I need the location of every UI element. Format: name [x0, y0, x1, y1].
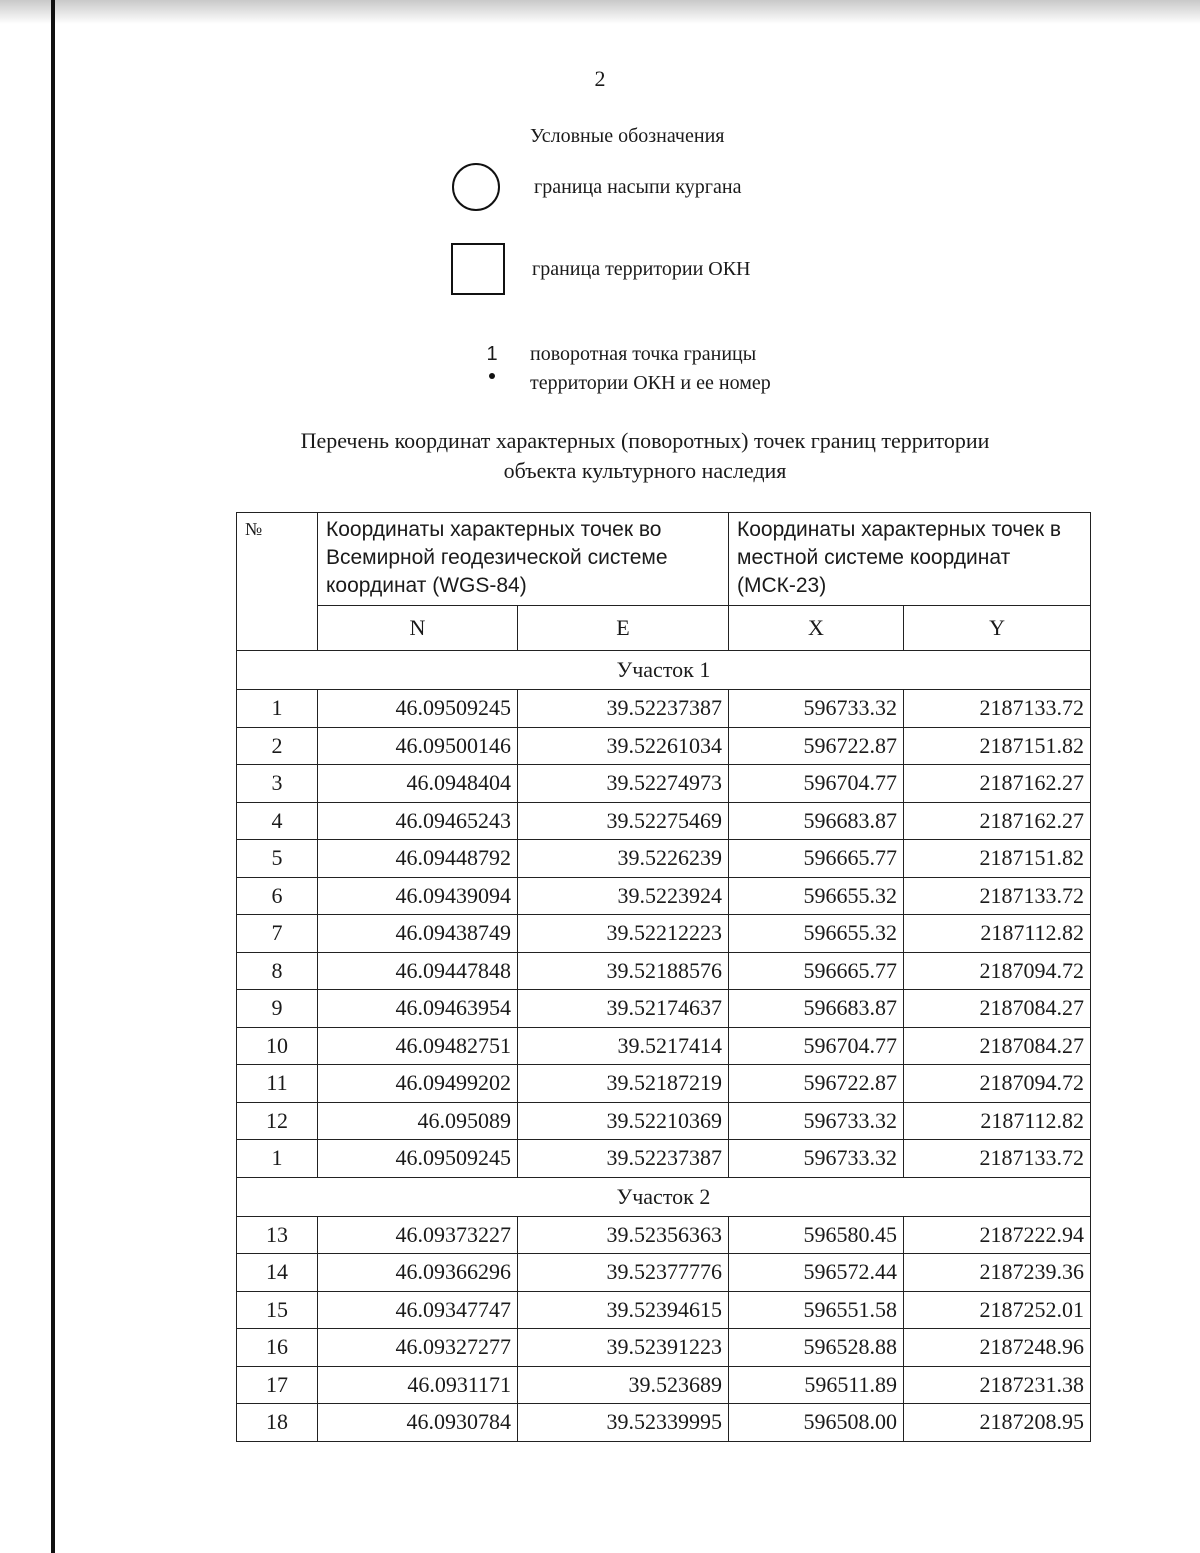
- table-row: [237, 690, 1091, 728]
- coord-y: 2187162.27: [904, 765, 1091, 803]
- scan-top-shadow: [0, 0, 1200, 24]
- coord-x: 596722.87: [729, 1065, 904, 1103]
- table-row: [237, 727, 1091, 765]
- coord-y: 2187208.95: [904, 1404, 1091, 1442]
- latitude-n: 46.09482751: [318, 1027, 518, 1065]
- coord-x: 596683.87: [729, 990, 904, 1028]
- coord-x: 596733.32: [729, 690, 904, 728]
- legend-item-territory: [451, 243, 751, 295]
- legend-territory-label: граница территории ОКН: [532, 257, 751, 280]
- longitude-e: 39.52261034: [518, 727, 729, 765]
- point-number: 11: [237, 1065, 318, 1103]
- coord-y: 2187151.82: [904, 727, 1091, 765]
- latitude-n: 46.09438749: [318, 915, 518, 953]
- latitude-n: 46.0948404: [318, 765, 518, 803]
- point-number: 1: [237, 690, 318, 728]
- longitude-e: 39.52210369: [518, 1102, 729, 1140]
- latitude-n: 46.09373227: [318, 1216, 518, 1254]
- section-row: [237, 651, 1091, 690]
- longitude-e: 39.52274973: [518, 765, 729, 803]
- coord-y: 2187133.72: [904, 1140, 1091, 1178]
- circle-symbol-icon: [452, 163, 500, 211]
- page-number: 2: [594, 66, 606, 91]
- coord-x: 596508.00: [729, 1404, 904, 1442]
- point-number: 2: [237, 727, 318, 765]
- coord-y: 2187084.27: [904, 990, 1091, 1028]
- coord-y: 2187231.38: [904, 1366, 1091, 1404]
- longitude-e: 39.5226239: [518, 840, 729, 878]
- legend-turning-point-line2: территории ОКН и ее номер: [530, 372, 771, 394]
- coord-x: 596580.45: [729, 1216, 904, 1254]
- table-axis-row: [237, 606, 1091, 651]
- section-title: Участок 1: [237, 651, 1091, 690]
- point-number: 4: [237, 802, 318, 840]
- point-number: 5: [237, 840, 318, 878]
- coord-y: 2187133.72: [904, 877, 1091, 915]
- point-number: 6: [237, 877, 318, 915]
- scan-left-edge: [51, 0, 55, 1553]
- coord-x: 596665.77: [729, 840, 904, 878]
- longitude-e: 39.52188576: [518, 952, 729, 990]
- section-title: Участок 2: [237, 1177, 1091, 1216]
- coord-x: 596722.87: [729, 727, 904, 765]
- latitude-n: 46.095089: [318, 1102, 518, 1140]
- latitude-n: 46.09447848: [318, 952, 518, 990]
- longitude-e: 39.5223924: [518, 877, 729, 915]
- latitude-n: 46.09448792: [318, 840, 518, 878]
- point-number: 18: [237, 1404, 318, 1442]
- longitude-e: 39.5217414: [518, 1027, 729, 1065]
- point-number: 13: [237, 1216, 318, 1254]
- latitude-n: 46.09463954: [318, 990, 518, 1028]
- coord-x: 596733.32: [729, 1140, 904, 1178]
- latitude-n: 46.0930784: [318, 1404, 518, 1442]
- table-heading-line2: объекта культурного наследия: [503, 458, 787, 483]
- turning-point-symbol-icon: [482, 343, 502, 379]
- latitude-n: 46.0931171: [318, 1366, 518, 1404]
- latitude-n: 46.09327277: [318, 1329, 518, 1367]
- coord-y: 2187112.82: [904, 1102, 1091, 1140]
- header-wgs84: Координаты характерных точек во Всемирной геодезической системе координат (WGS-84): [318, 513, 729, 606]
- latitude-n: 46.09500146: [318, 727, 518, 765]
- point-number: 10: [237, 1027, 318, 1065]
- latitude-n: 46.09366296: [318, 1254, 518, 1292]
- longitude-e: 39.52237387: [518, 1140, 729, 1178]
- table-heading: [200, 426, 1090, 486]
- table-row: [237, 915, 1091, 953]
- coord-x: 596704.77: [729, 1027, 904, 1065]
- latitude-n: 46.09509245: [318, 690, 518, 728]
- table-row: [237, 877, 1091, 915]
- table-row: [237, 1329, 1091, 1367]
- coord-y: 2187094.72: [904, 1065, 1091, 1103]
- table-row: [237, 1404, 1091, 1442]
- longitude-e: 39.52394615: [518, 1291, 729, 1329]
- coord-x: 596704.77: [729, 765, 904, 803]
- table-row: [237, 802, 1091, 840]
- header-number: №: [237, 513, 318, 651]
- point-number: 3: [237, 765, 318, 803]
- header-y: Y: [904, 606, 1091, 651]
- longitude-e: 39.52174637: [518, 990, 729, 1028]
- coord-x: 596665.77: [729, 952, 904, 990]
- header-n: N: [318, 606, 518, 651]
- coordinates-table: [236, 512, 1091, 1442]
- latitude-n: 46.09509245: [318, 1140, 518, 1178]
- latitude-n: 46.09465243: [318, 802, 518, 840]
- coord-y: 2187151.82: [904, 840, 1091, 878]
- latitude-n: 46.09439094: [318, 877, 518, 915]
- point-number: 14: [237, 1254, 318, 1292]
- table-row: [237, 840, 1091, 878]
- legend-item-turning-point: [530, 340, 771, 398]
- coord-y: 2187248.96: [904, 1329, 1091, 1367]
- coord-y: 2187112.82: [904, 915, 1091, 953]
- legend-item-mound: [452, 163, 741, 211]
- coord-x: 596551.58: [729, 1291, 904, 1329]
- coord-x: 596655.32: [729, 877, 904, 915]
- coord-x: 596572.44: [729, 1254, 904, 1292]
- coord-y: 2187162.27: [904, 802, 1091, 840]
- latitude-n: 46.09499202: [318, 1065, 518, 1103]
- table-row: [237, 1140, 1091, 1178]
- table-row: [237, 1254, 1091, 1292]
- coord-y: 2187239.36: [904, 1254, 1091, 1292]
- coord-x: 596528.88: [729, 1329, 904, 1367]
- header-msk23: Координаты характерных точек в местной системе координат (МСК-23): [729, 513, 1091, 606]
- point-number: 15: [237, 1291, 318, 1329]
- coord-x: 596655.32: [729, 915, 904, 953]
- table-row: [237, 1366, 1091, 1404]
- longitude-e: 39.52356363: [518, 1216, 729, 1254]
- longitude-e: 39.52377776: [518, 1254, 729, 1292]
- longitude-e: 39.52275469: [518, 802, 729, 840]
- longitude-e: 39.52212223: [518, 915, 729, 953]
- table-row: [237, 765, 1091, 803]
- point-number: 1: [237, 1140, 318, 1178]
- coord-y: 2187133.72: [904, 690, 1091, 728]
- table-row: [237, 990, 1091, 1028]
- table-row: [237, 1065, 1091, 1103]
- coord-x: 596733.32: [729, 1102, 904, 1140]
- longitude-e: 39.52391223: [518, 1329, 729, 1367]
- point-number: 16: [237, 1329, 318, 1367]
- longitude-e: 39.52187219: [518, 1065, 729, 1103]
- coord-x: 596683.87: [729, 802, 904, 840]
- longitude-e: 39.52339995: [518, 1404, 729, 1442]
- section-row: [237, 1177, 1091, 1216]
- table-row: [237, 1216, 1091, 1254]
- coord-y: 2187222.94: [904, 1216, 1091, 1254]
- longitude-e: 39.523689: [518, 1366, 729, 1404]
- table-header-row: [237, 513, 1091, 606]
- table-heading-line1: Перечень координат характерных (поворотных) точек границ территории: [300, 428, 990, 453]
- header-e: E: [518, 606, 729, 651]
- header-x: X: [729, 606, 904, 651]
- legend-title: Условные обозначения: [530, 125, 725, 147]
- coord-x: 596511.89: [729, 1366, 904, 1404]
- point-number: 12: [237, 1102, 318, 1140]
- point-number: 8: [237, 952, 318, 990]
- point-number: 17: [237, 1366, 318, 1404]
- table-row: [237, 1027, 1091, 1065]
- table-row: [237, 952, 1091, 990]
- coord-y: 2187094.72: [904, 952, 1091, 990]
- square-symbol-icon: [451, 243, 505, 295]
- point-number: 7: [237, 915, 318, 953]
- table-row: [237, 1291, 1091, 1329]
- coord-y: 2187252.01: [904, 1291, 1091, 1329]
- legend-mound-label: граница насыпи кургана: [534, 175, 742, 198]
- table-row: [237, 1102, 1091, 1140]
- point-number: 9: [237, 990, 318, 1028]
- coord-y: 2187084.27: [904, 1027, 1091, 1065]
- turning-point-dot: [489, 373, 495, 379]
- legend-turning-point-line1: поворотная точка границы: [530, 343, 757, 365]
- longitude-e: 39.52237387: [518, 690, 729, 728]
- turning-point-number: 1: [486, 343, 498, 365]
- latitude-n: 46.09347747: [318, 1291, 518, 1329]
